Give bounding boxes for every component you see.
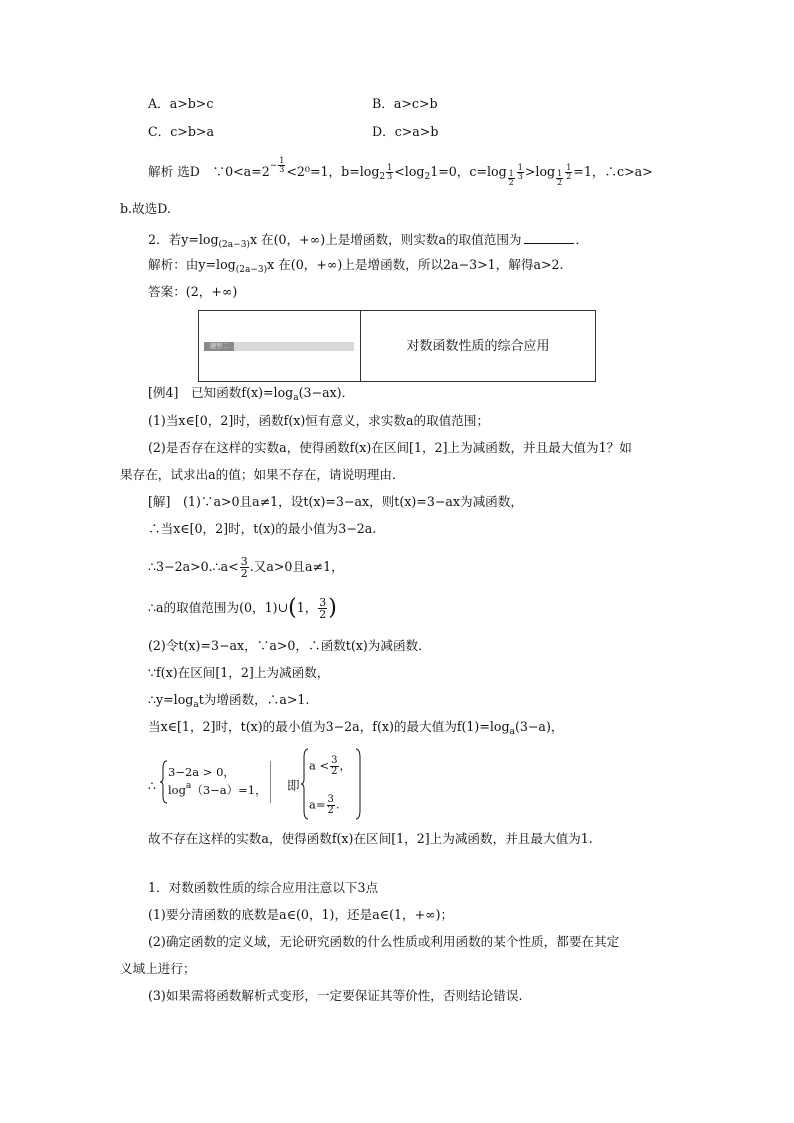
answer-blank <box>524 232 574 244</box>
solution-line-1: 解析 选D $\because 0<a=2^{- \frac{1}{3}}$ <2⁰=1，$b=\log_2$ $\frac{1}{3}$ $<\log_21=0$，c=log $\frac{1}{2}$ $\frac{1}{3}$ >log $\frac{1}{2}$ $\frac{1}{2}$ =1，∴c>a> <box>148 156 653 187</box>
solution-step-7: $\therefore y=\log_at$为增函数，∴a>1. <box>148 692 310 710</box>
system-eq-4: a= $\frac{3}{2}$ . <box>309 794 340 816</box>
example-4-q2-line1: (2)是否存在这样的实数a，使得函数f(x)在区间[1，2]上为减函数，并且最大值为1？如 <box>148 440 632 455</box>
option-b: B．a>c>b <box>372 96 438 111</box>
example-4-stem: [例4] 已知函数$f(x)=\log_a(3-ax)$． <box>148 385 355 403</box>
example-4-q1: (1)当x∈[0，2]时，函数f(x)恒有意义，求实数a的取值范围； <box>148 413 490 428</box>
system-ji: 即 <box>287 778 300 793</box>
system-ineq-3: a < $\frac{3}{2}$ ， <box>309 755 352 777</box>
solution-step-2: ∴当x∈[0，2]时，t(x)的最小值为3−2a. <box>148 521 377 536</box>
section-title: 对数函数性质的综合应用 <box>406 338 550 354</box>
solution-step-3: ∴3−2a>0.∴a< $\frac{3}{2}$ .又a>0且a≠1， <box>148 555 344 580</box>
system-therefore: ∴ <box>148 778 157 793</box>
right-brace-2 <box>356 748 362 820</box>
system-eq-2: $\log^a(3-a)=1$， <box>168 781 267 797</box>
option-c: C．c>b>a <box>148 124 214 139</box>
question-2: 2．若$y=\log_{(2a-3)}x$ 在(0，+∞)上是增函数，则实数a的取值范围为 ． <box>148 232 589 250</box>
section-header-box <box>198 310 596 382</box>
section-tag: 题型二 <box>204 342 234 351</box>
section-tag-cell <box>199 311 361 381</box>
conclusion: 故不存在这样的实数a，使得函数f(x)在区间[1，2]上为减函数，并且最大值为1. <box>148 831 593 846</box>
solution-step-1: [解] (1)∵a>0且a≠1，设t(x)=3−ax，则t(x)=3−ax为减函数， <box>148 494 523 509</box>
question-2-answer: 答案：(2，+∞) <box>148 284 238 299</box>
example-4-q2-line2: 果存在，试求出a的值；如果不存在，请说明理由． <box>120 467 405 482</box>
solution-step-8: 当x∈[1，2]时，t(x)的最小值为3−2a，f(x)的最大值为$f(1)=\log_a(3-a)$， <box>148 719 564 737</box>
option-a: A．a>b>c <box>148 96 214 111</box>
note-3: (3)如果需将函数解析式变形，一定要保证其等价性，否则结论错误. <box>148 988 523 1003</box>
solution-step-4: ∴a的取值范围为(0，1)∪(1， $\frac{3}{2}$ ) <box>148 595 337 621</box>
note-2-line2: 义域上进行； <box>120 961 196 976</box>
notes-heading: 1．对数函数性质的综合应用注意以下3点 <box>148 880 379 895</box>
right-brace-1 <box>270 760 276 804</box>
section-tag-bar <box>204 342 354 351</box>
option-d: D．c>a>b <box>372 124 439 139</box>
left-brace-1 <box>160 760 168 804</box>
solution-line-2: b.故选D. <box>120 201 171 216</box>
system-ineq-1: 3−2a > 0， <box>168 765 235 779</box>
solution-step-5: (2)令t(x)=3−ax，∵a>0，∴函数t(x)为减函数． <box>148 638 431 653</box>
note-2-line1: (2)确定函数的定义域，无论研究函数的什么性质或利用函数的某个性质，都要在其定 <box>148 934 620 949</box>
note-1: (1)要分清函数的底数是a∈(0，1)，还是a∈(1，+∞)； <box>148 907 454 922</box>
solution-step-6: ∵f(x)在区间[1，2]上为减函数， <box>148 665 330 680</box>
question-2-analysis: 解析：由$y=\log_{(2a-3)}x$ 在(0，+∞)上是增函数，所以2a−3>1，解得a>2. <box>148 257 564 275</box>
left-brace-2 <box>301 748 309 820</box>
